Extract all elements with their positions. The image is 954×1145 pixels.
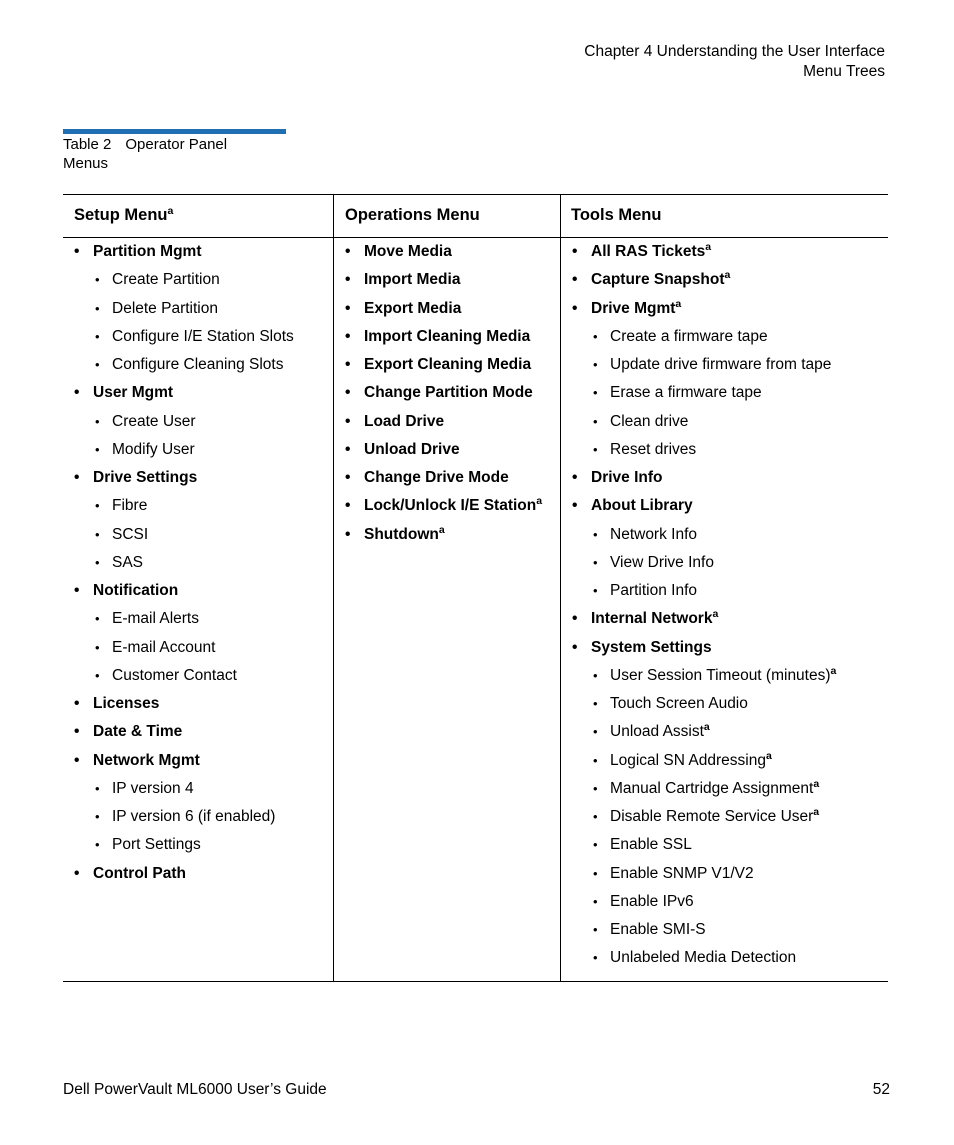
bullet-icon: • <box>593 441 598 457</box>
tools-menu-item <box>561 803 888 831</box>
menu-item-label: Disable Remote Service User$^a$ <box>610 806 820 825</box>
menu-item-label: Change Partition Mode <box>364 384 533 402</box>
tools-menu-item <box>561 323 888 351</box>
bullet-icon: • <box>345 469 351 486</box>
operations-menu-item <box>334 464 560 492</box>
menu-item-label: Export Media <box>364 299 462 317</box>
operations-menu-item <box>334 266 560 294</box>
bullet-icon: • <box>593 328 598 344</box>
setup-menu-item <box>63 521 333 549</box>
bullet-icon: • <box>345 271 351 289</box>
bullet-icon: • <box>345 327 351 345</box>
menu-item-label: Create a firmware tape <box>610 327 768 345</box>
tools-menu-item <box>561 747 888 775</box>
tools-menu-item <box>561 295 888 323</box>
bullet-icon: • <box>345 497 351 515</box>
menu-item-label: Partition Mgmt <box>93 243 202 260</box>
bullet-icon: • <box>74 384 80 402</box>
menu-item-label: Change Drive Mode <box>364 469 509 486</box>
operations-menu-item <box>334 521 560 549</box>
bullet-icon: • <box>95 837 100 853</box>
bullet-icon: • <box>95 498 100 514</box>
menu-item-label: Move Media <box>364 243 452 260</box>
tools-menu-list <box>561 238 888 973</box>
bullet-icon: • <box>593 583 598 598</box>
tools-menu-item <box>561 690 888 718</box>
bullet-icon: • <box>345 525 351 543</box>
menu-item-label: Drive Settings <box>93 469 198 486</box>
bullet-icon: • <box>593 865 598 881</box>
menu-item-label: Enable SSL <box>610 836 692 854</box>
tools-menu-item <box>561 379 888 407</box>
bullet-icon: • <box>95 357 100 372</box>
setup-menu-item <box>63 634 333 662</box>
bullet-icon: • <box>593 724 598 740</box>
bullet-icon: • <box>95 611 100 627</box>
tools-menu-item <box>561 718 888 746</box>
menu-item-label: SAS <box>112 553 144 571</box>
bullet-icon: • <box>95 667 100 683</box>
tools-menu-item <box>561 436 888 464</box>
operations-menu-item <box>334 436 560 464</box>
footnote-marker: a <box>536 495 543 508</box>
setup-menu-item <box>63 295 333 323</box>
operations-menu-item <box>334 351 560 379</box>
bullet-icon: • <box>74 864 80 882</box>
setup-menu-item <box>63 860 333 888</box>
tools-menu-item <box>561 944 888 972</box>
setup-menu-item <box>63 436 333 464</box>
menu-item-label: E-mail Account <box>112 638 216 656</box>
tools-menu-item <box>561 238 888 266</box>
menu-item-label: Network Info <box>610 525 698 543</box>
bullet-icon: • <box>95 809 100 824</box>
bullet-icon: • <box>74 469 80 486</box>
menu-item-label: Capture Snapshot$^a$ <box>591 269 731 289</box>
bullet-icon: • <box>345 356 351 373</box>
bullet-icon: • <box>345 384 351 402</box>
menu-item-label: Import Media <box>364 271 461 289</box>
setup-menu-item <box>63 831 333 859</box>
menu-item-label: IP version 4 <box>112 779 194 797</box>
menu-item-label: Enable SMI-S <box>610 921 706 938</box>
bullet-icon: • <box>593 357 598 372</box>
menu-item-label: Erase a firmware tape <box>610 384 762 402</box>
operations-menu-item <box>334 408 560 436</box>
tools-menu-item <box>561 605 888 633</box>
operations-menu-item <box>334 323 560 351</box>
bullet-icon: • <box>593 385 598 401</box>
setup-menu-item <box>63 408 333 436</box>
menu-item-label: Date & Time <box>93 723 183 741</box>
setup-menu-item <box>63 549 333 577</box>
tools-menu-item <box>561 492 888 520</box>
tools-menu-item <box>561 549 888 577</box>
setup-menu-item <box>63 351 333 379</box>
bullet-icon: • <box>593 526 598 542</box>
menu-item-label: Internal Network$^a$ <box>591 608 719 628</box>
caption-title-line2: Menus <box>63 155 109 172</box>
menu-item-label: Create User <box>112 412 196 430</box>
setup-menu-item <box>63 266 333 294</box>
footnote-marker: a <box>675 297 682 310</box>
footnote-marker: a <box>705 241 712 253</box>
menu-item-label: Reset drives <box>610 440 697 458</box>
bullet-icon: • <box>74 582 80 599</box>
menu-item-label: Control Path <box>93 864 186 882</box>
footnote-marker: a <box>813 777 820 790</box>
bullet-icon: • <box>345 243 351 260</box>
bullet-icon: • <box>593 667 598 683</box>
bullet-icon: • <box>95 272 100 288</box>
page-number: 52 <box>872 1081 890 1098</box>
footer-title: Dell PowerVault ML6000 User’s Guide <box>63 1081 327 1098</box>
menu-item-label: Configure I/E Station Slots <box>112 327 294 345</box>
tools-menu-item <box>561 860 888 888</box>
menu-item-label: Manual Cartridge Assignment$^a$ <box>610 777 820 797</box>
menu-item-label: Customer Contact <box>112 666 237 684</box>
menu-item-label: Delete Partition <box>112 299 218 317</box>
setup-menu-header: Setup Menu$^a$ <box>74 205 174 224</box>
bullet-icon: • <box>74 751 80 769</box>
setup-menu-item <box>63 577 333 605</box>
setup-menu-list <box>63 238 333 888</box>
bullet-icon: • <box>95 300 100 316</box>
menu-item-label: Logical SN Addressing$^a$ <box>610 749 772 769</box>
bullet-icon: • <box>593 837 598 853</box>
tools-menu-item <box>561 634 888 662</box>
bullet-icon: • <box>572 638 578 656</box>
bullet-icon: • <box>74 723 80 741</box>
menu-item-label: Touch Screen Audio <box>610 695 748 712</box>
footnote-marker: a <box>724 269 731 282</box>
setup-menu-item <box>63 605 333 633</box>
menu-item-label: Licenses <box>93 695 160 712</box>
section-title: Menu Trees <box>803 63 885 80</box>
tools-menu-item <box>561 577 888 605</box>
setup-menu-item <box>63 238 333 266</box>
footnote-marker: a <box>438 523 445 536</box>
setup-menu-item <box>63 718 333 746</box>
bullet-icon: • <box>95 639 100 655</box>
bullet-icon: • <box>593 780 598 796</box>
menu-item-label: Configure Cleaning Slots <box>112 356 284 373</box>
menu-item-label: Lock/Unlock I/E Station$^a$ <box>364 495 543 515</box>
bullet-icon: • <box>95 780 100 796</box>
bullet-icon: • <box>572 299 578 317</box>
menu-item-label: Shutdown$^a$ <box>364 523 445 543</box>
bullet-icon: • <box>593 809 598 824</box>
bullet-icon: • <box>593 752 598 768</box>
table-caption <box>63 135 227 173</box>
menu-item-label: IP version 6 (if enabled) <box>112 808 276 825</box>
bullet-icon: • <box>572 271 578 289</box>
menu-item-label: Update drive firmware from tape <box>610 356 832 373</box>
bullet-icon: • <box>345 299 351 317</box>
footnote-marker: a <box>830 664 837 677</box>
menu-item-label: System Settings <box>591 638 712 656</box>
menu-item-label: Enable IPv6 <box>610 892 694 910</box>
setup-menu-item <box>63 803 333 831</box>
menu-item-label: Create Partition <box>112 271 220 289</box>
menu-item-label: Unlabeled Media Detection <box>610 949 797 967</box>
menu-item-label: User Session Timeout (minutes)$^a$ <box>610 664 837 684</box>
setup-menu-item <box>63 690 333 718</box>
menu-item-label: Load Drive <box>364 412 445 430</box>
footnote-marker: a <box>712 608 719 621</box>
setup-menu-item <box>63 492 333 520</box>
menu-item-label: View Drive Info <box>610 553 714 571</box>
setup-menu-item <box>63 747 333 775</box>
menu-item-label: All RAS Tickets$^a$ <box>591 241 712 260</box>
caption-title-line1: Operator Panel <box>125 136 228 153</box>
menu-item-label: About Library <box>591 497 693 515</box>
bullet-icon: • <box>95 413 100 429</box>
menu-item-label: User Mgmt <box>93 384 174 402</box>
setup-menu-item <box>63 379 333 407</box>
menu-item-label: Export Cleaning Media <box>364 356 532 373</box>
footnote-marker: a <box>813 806 820 818</box>
bullet-icon: • <box>95 441 100 457</box>
bullet-icon: • <box>345 412 351 430</box>
tools-menu-item <box>561 464 888 492</box>
menu-item-label: Drive Info <box>591 469 663 486</box>
menu-item-label: Partition Info <box>610 582 698 599</box>
bullet-icon: • <box>345 440 351 458</box>
tools-menu-item <box>561 888 888 916</box>
bullet-icon: • <box>572 497 578 515</box>
bullet-icon: • <box>95 554 100 570</box>
menu-item-label: Modify User <box>112 440 195 458</box>
footnote-marker: a <box>703 721 710 734</box>
bullet-icon: • <box>593 893 598 909</box>
tools-menu-item <box>561 662 888 690</box>
tools-menu-header: Tools Menu <box>571 206 662 224</box>
bullet-icon: • <box>95 526 100 542</box>
operations-menu-header: Operations Menu <box>345 206 480 224</box>
bullet-icon: • <box>593 554 598 570</box>
footnote-marker: a <box>765 749 772 762</box>
bullet-icon: • <box>593 950 598 966</box>
bullet-icon: • <box>572 469 578 486</box>
menu-item-label: Clean drive <box>610 412 689 430</box>
bullet-icon: • <box>593 413 598 429</box>
operations-menu-item <box>334 295 560 323</box>
operations-menu-list <box>334 238 560 549</box>
setup-menu-item <box>63 662 333 690</box>
menu-item-label: Network Mgmt <box>93 751 200 769</box>
bullet-icon: • <box>572 610 578 628</box>
menu-item-label: Notification <box>93 582 179 599</box>
tools-menu-item <box>561 916 888 944</box>
bullet-icon: • <box>74 243 80 260</box>
setup-menu-item <box>63 323 333 351</box>
chapter-title: Chapter 4 Understanding the User Interface <box>584 43 885 60</box>
menu-item-label: Unload Drive <box>364 440 460 458</box>
tools-menu-item <box>561 521 888 549</box>
setup-menu-item <box>63 464 333 492</box>
menu-item-label: Fibre <box>112 497 148 515</box>
operations-menu-item <box>334 238 560 266</box>
table-label: Table 2 <box>63 136 112 153</box>
menu-item-label: Enable SNMP V1/V2 <box>610 864 754 882</box>
tools-menu-item <box>561 408 888 436</box>
menu-item-label: SCSI <box>112 525 149 543</box>
menu-item-label: Port Settings <box>112 836 201 854</box>
bullet-icon: • <box>95 328 100 344</box>
bullet-icon: • <box>593 922 598 937</box>
menu-item-label: Drive Mgmt$^a$ <box>591 297 682 317</box>
operator-panel-menus-table <box>63 194 888 982</box>
menu-item-label: Import Cleaning Media <box>364 327 531 345</box>
menu-item-label: E-mail Alerts <box>112 610 199 628</box>
tools-menu-item <box>561 775 888 803</box>
menu-item-label: Unload Assist$^a$ <box>610 721 710 741</box>
bullet-icon: • <box>74 695 80 712</box>
caption-rule <box>63 129 286 134</box>
operations-menu-item <box>334 492 560 520</box>
tools-menu-item <box>561 831 888 859</box>
bullet-icon: • <box>572 243 578 260</box>
tools-menu-item <box>561 266 888 294</box>
bullet-icon: • <box>593 696 598 711</box>
running-header <box>584 42 885 82</box>
operations-menu-item <box>334 379 560 407</box>
setup-menu-item <box>63 775 333 803</box>
tools-menu-item <box>561 351 888 379</box>
